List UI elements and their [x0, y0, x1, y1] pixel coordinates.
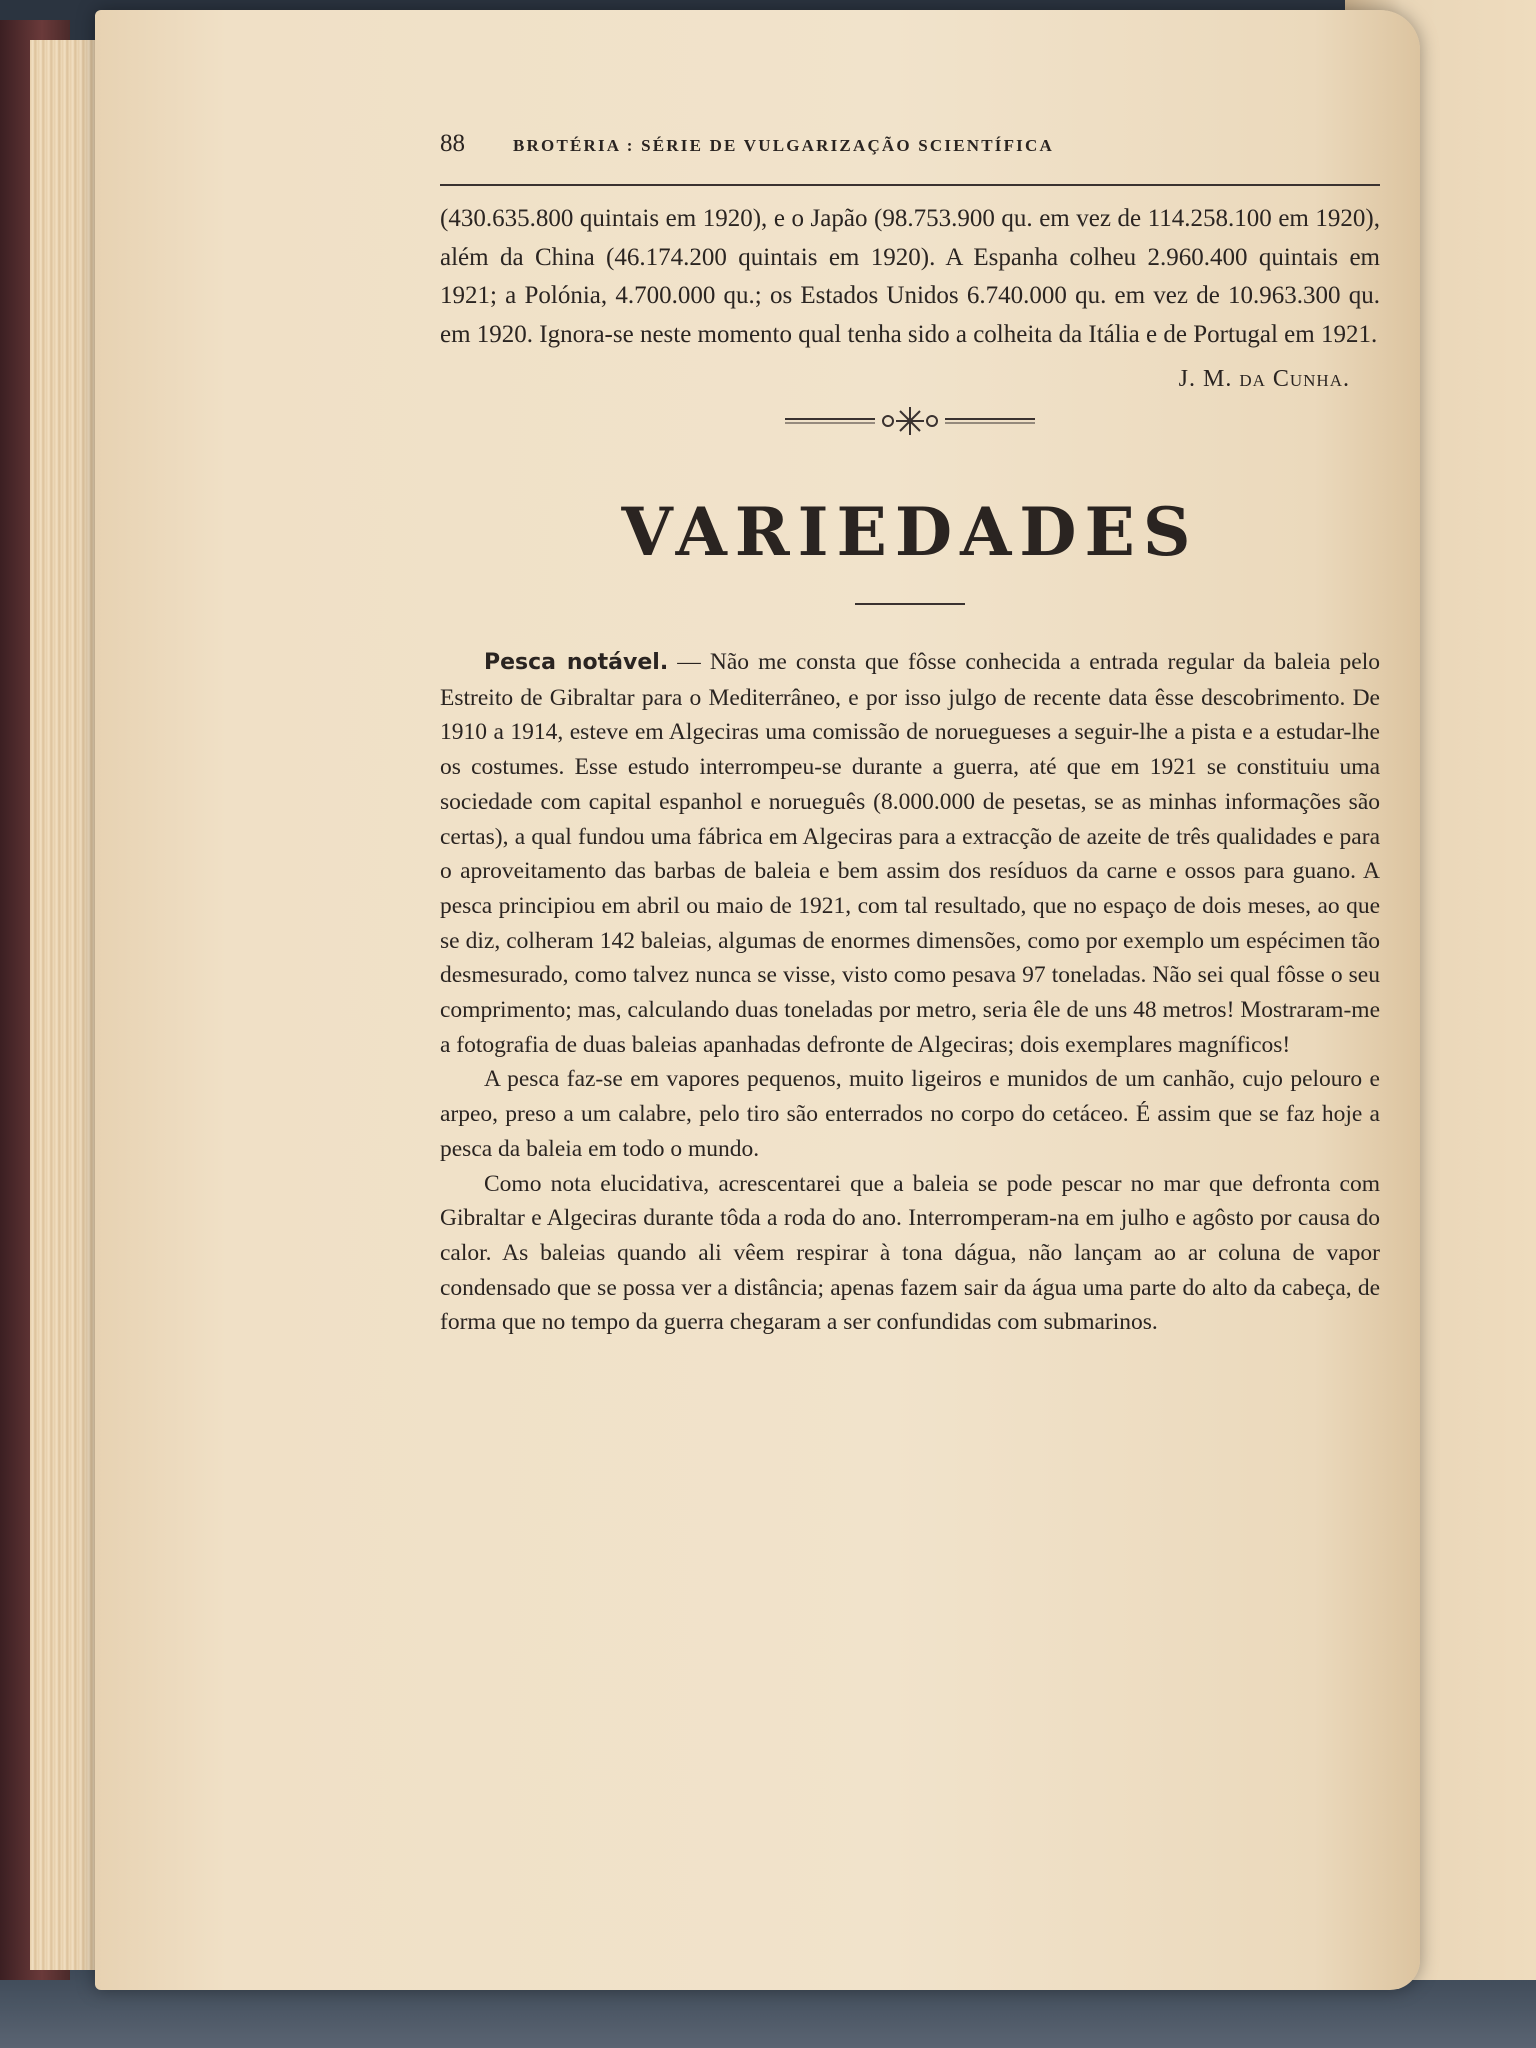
- ornament-divider-icon: [780, 401, 1040, 441]
- article-paragraph: [440, 645, 1380, 1062]
- page-header: [440, 130, 1380, 186]
- section-title: VARIEDADES: [621, 493, 1199, 571]
- article-paragraph: A pesca faz-se em vapores pequenos, muito ligeiros e munidos de um canhão, cujo pelouro e arpeo, preso a um calabre, pelo tiro são enterrados no corpo do cetáceo. É assim que se faz hoje a pesca da baleia em todo o mundo.: [440, 1066, 1380, 1162]
- page-content: [440, 130, 1380, 1340]
- running-head: BROTÉRIA : SÉRIE DE VULGARIZAÇÃO SCIENTÍFICA: [513, 136, 1054, 155]
- article-lead-in: Pesca notável.: [484, 650, 669, 675]
- article-body: [440, 645, 1380, 1340]
- article-paragraph: Como nota elucidativa, acrescentarei que a baleia se pode pescar no mar que defronta com Gibraltar e Algeciras durante tôda a roda do ano. Interromperam-na em julho e agôsto por causa do calor. As baleias quando ali vêem respirar à tona dágua, não lançam ao ar coluna de vapor condensado que se possa ver a distância; apenas fazem sair da água uma parte do alto da cabeça, de forma que no tempo da guerra chegaram a ser confundidas com submarinos.: [440, 1170, 1380, 1336]
- continued-paragraph: (430.635.800 quintais em 1920), e o Japão (98.753.900 qu. em vez de 114.258.100 em 1920), além da China (46.174.200 quintais em 1920). A Espanha colheu 2.960.400 quintais em 1921; a Polónia, 4.700.000 qu.; os Estados Unidos 6.740.000 qu. em vez de 10.963.300 qu. em 1920. Ignora-se neste momento qual tenha sido a colheita da Itália e de Portugal em 1921.: [440, 205, 1380, 348]
- title-rule: [855, 603, 965, 605]
- author-signature: J. M. da Cunha.: [1178, 366, 1350, 392]
- book-page: [95, 10, 1420, 1990]
- page-number: 88: [440, 130, 465, 157]
- paragraph-text: — Não me consta que fôsse conhecida a entrada regular da baleia pelo Estreito de Gibraltar para o Mediterrâneo, e por isso julgo de recente data êsse descobrimento. De 1910 a 1914, esteve em Algeciras uma comissão de noruegueses a seguir-lhe a pista e a estudar-lhe os costumes. Esse estudo interrompeu-se durante a guerra, até que em 1921 se constituiu uma sociedade com capital espanhol e norueguês (8.000.000 de pesetas, se as minhas informações são certas), a qual fundou uma fábrica em Algeciras para a extracção de azeite de três qualidades e para o aproveitamento das barbas de baleia e bem assim dos resíduos da carne e ossos para guano. A pesca principiou em abril ou maio de 1921, com tal resultado, que no espaço de dois meses, ao que se diz, colheram 142 baleias, algumas de enormes dimensões, como por exemplo um espécimen tão desmesurado, como talvez nunca se visse, visto como pesava 97 toneladas. Não sei qual fôsse o seu comprimento; mas, calculando duas toneladas por metro, seria êle de uns 48 metros! Mostraram-me a fotografia de duas baleias apanhadas defronte de Algeciras; dois exemplares magníficos!: [440, 649, 1381, 1058]
